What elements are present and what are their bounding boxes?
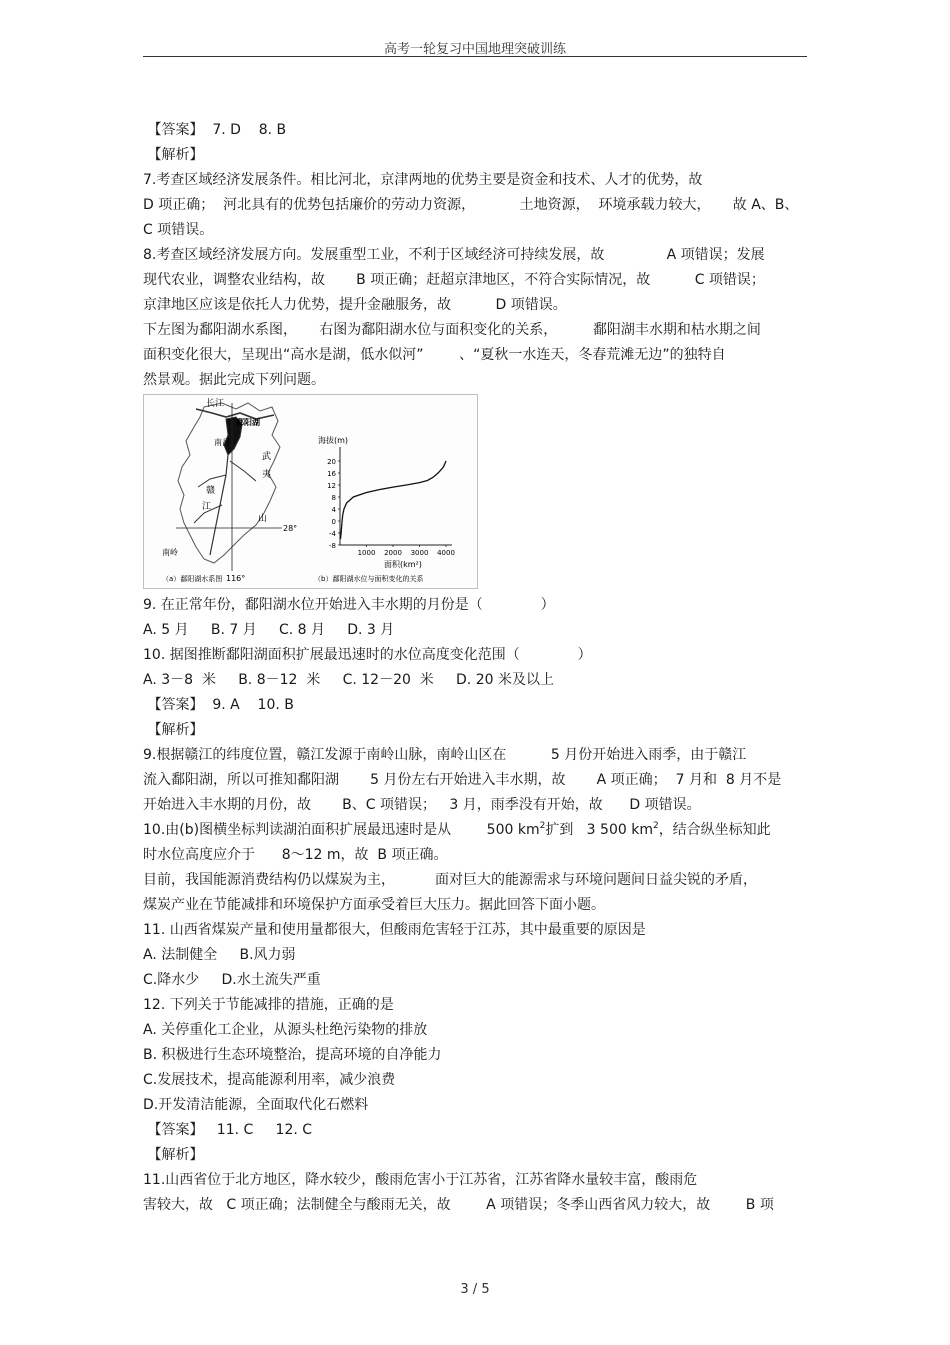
- text-line: 【解析】: [143, 147, 204, 163]
- text-line: 7.考查区域经济发展条件。相比河北，京津两地的优势主要是资金和技术、人才的优势，故: [143, 172, 703, 188]
- map-label-wu: 武: [262, 452, 272, 462]
- text-line: 10. 据图推断鄱阳湖面积扩展最迅速时的水位高度变化范围（ ）: [143, 647, 592, 663]
- paragraph-block-mid: [143, 593, 807, 843]
- figure-svg: [144, 395, 477, 588]
- y-tick-label: -4: [329, 530, 336, 538]
- text-line: 【答案】 7. D 8. B: [143, 122, 287, 138]
- map-label-yi: 夷: [262, 470, 272, 480]
- text-line: 时水位高度应介于 8～12 m，故 B 项正确。: [143, 847, 448, 863]
- page-number: 3 / 5: [460, 1282, 490, 1297]
- text-line: A. 5 月 B. 7 月 C. 8 月 D. 3 月: [143, 622, 395, 638]
- x-tick-label: 4000: [437, 549, 455, 557]
- y-tick-label: 20: [327, 458, 336, 466]
- gan-river: [210, 455, 228, 555]
- map-label-lat: 28°: [283, 524, 298, 533]
- paragraph-block-bottom: [143, 843, 807, 1218]
- map-label-nanling: 南岭: [162, 548, 178, 557]
- text-line: 9. 在正常年份，鄱阳湖水位开始进入丰水期的月份是（ ）: [143, 597, 555, 613]
- series-line: [341, 461, 447, 539]
- text-line: 11.山西省位于北方地区，降水较少，酸雨危害小于江苏省，江苏省降水量较丰富，酸雨危: [143, 1172, 698, 1188]
- tributary-east: [230, 461, 256, 481]
- text-line: 开始进入丰水期的月份，故 B、C 项错误； 3 月，雨季没有开始，故 D 项错误。: [143, 797, 701, 813]
- map-label-city: 南昌: [214, 438, 230, 447]
- text-segment: 扩到 3 500 km: [545, 822, 653, 838]
- text-line: C.降水少 D.水土流失严重: [143, 972, 321, 988]
- water-level-area-chart: [318, 435, 455, 569]
- text-line: 面积变化很大，呈现出“高水是湖，低水似河” 、“夏秋一水连天，冬春荒滩无边”的独特自: [143, 347, 726, 363]
- x-tick-label: 2000: [384, 549, 402, 557]
- text-line: 害较大，故 C 项正确；法制健全与酸雨无关，故 A 项错误；冬季山西省风力较大，故 B 项: [143, 1197, 774, 1213]
- text-segment: ，结合纵坐标知此: [658, 822, 771, 838]
- text-line: A. 关停重化工企业，从源头杜绝污染物的排放: [143, 1022, 428, 1038]
- y-tick-label: 0: [331, 518, 336, 526]
- text-line: D.开发清洁能源，全面取代化石燃料: [143, 1097, 369, 1113]
- superscript: 2: [652, 821, 659, 831]
- page-header: 高考一轮复习中国地理突破训练: [383, 42, 566, 57]
- poyang-water-system-map: [176, 403, 282, 571]
- y-tick-label: 8: [331, 494, 336, 502]
- map-label-jiang: 江: [202, 502, 212, 512]
- text-line: 流入鄱阳湖，所以可推知鄱阳湖 5 月份左右开始进入丰水期，故 A 项正确； 7 月和 8 月不是: [143, 772, 782, 788]
- superscript: 2: [539, 821, 546, 831]
- text-line: D 项正确； 河北具有的优势包括廉价的劳动力资源， 土地资源， 环境承载力较大， 故 A、B、: [143, 197, 799, 213]
- map-label-lon: 116°: [226, 574, 246, 583]
- x-tick-label: 1000: [357, 549, 376, 557]
- map-label-gan: 赣: [206, 486, 216, 496]
- y-tick-label: 4: [331, 506, 336, 514]
- text-line: 京津地区应该是依托人力优势，提升金融服务，故 D 项错误。: [143, 297, 567, 313]
- text-line: 下左图为鄱阳湖水系图， 右图为鄱阳湖水位与面积变化的关系， 鄱阳湖丰水期和枯水期之间: [143, 322, 761, 338]
- caption-a: （a）鄱阳湖水系图: [162, 575, 223, 583]
- text-line: C.发展技术，提高能源利用率，减少浪费: [143, 1072, 396, 1088]
- text-line: 【答案】 11. C 12. C: [143, 1122, 313, 1138]
- text-line: 9.根据赣江的纬度位置，赣江发源于南岭山脉，南岭山区在 5 月份开始进入雨季，由于赣江: [143, 747, 747, 763]
- y-tick-label: 12: [327, 482, 336, 490]
- text-line: 12. 下列关于节能减排的措施，正确的是: [143, 997, 394, 1013]
- map-label-shan: 山: [258, 514, 268, 524]
- y-tick-label: 16: [327, 470, 336, 478]
- text-line: 煤炭产业在节能减排和环境保护方面承受着巨大压力。据此回答下面小题。: [143, 897, 605, 913]
- map-label-lake: 鄱阳湖: [236, 418, 260, 427]
- x-tick-label: 3000: [410, 549, 429, 557]
- text-line: A. 3－8 米 B. 8－12 米 C. 12－20 米 D. 20 米及以上: [143, 672, 554, 688]
- y-tick-label: -8: [329, 542, 336, 550]
- text-line: 8.考查区域经济发展方向。发展重型工业，不利于区域经济可持续发展，故 A 项错误；发展: [143, 247, 765, 263]
- text-line: C 项错误。: [143, 222, 214, 238]
- caption-b: （b）鄱阳湖水位与面积变化的关系: [314, 575, 424, 583]
- text-line-superscript: [143, 818, 807, 843]
- map-label-changjiang: 长江: [206, 399, 225, 409]
- paragraph-block-top: [143, 118, 807, 393]
- document-body: [143, 118, 807, 1218]
- poyang-lake-figure: [143, 394, 478, 589]
- text-line: 然景观。据此完成下列问题。: [143, 372, 325, 388]
- text-line: B. 积极进行生态环境整治，提高环境的自净能力: [143, 1047, 442, 1063]
- text-line: A. 法制健全 B.风力弱: [143, 947, 296, 963]
- text-line: 目前，我国能源消费结构仍以煤炭为主， 面对巨大的能源需求与环境问题间日益尖锐的矛盾，: [143, 872, 758, 888]
- header-divider: [143, 56, 807, 57]
- text-line: 【解析】: [143, 722, 204, 738]
- y-axis-label: 海拔(m): [318, 436, 349, 445]
- text-line: 【答案】 9. A 10. B: [143, 697, 294, 713]
- text-line: 【解析】: [143, 1147, 204, 1163]
- x-axis-label: 面积(km²): [384, 560, 422, 569]
- text-line: 现代农业，调整农业结构，故 B 项正确；赶超京津地区，不符合实际情况，故 C 项错误；: [143, 272, 765, 288]
- text-line: 11. 山西省煤炭产量和使用量都很大，但酸雨危害轻于江苏，其中最重要的原因是: [143, 922, 646, 938]
- text-segment: 10.由(b)图横坐标判读湖泊面积扩展最迅速时是从 500 km: [143, 822, 540, 838]
